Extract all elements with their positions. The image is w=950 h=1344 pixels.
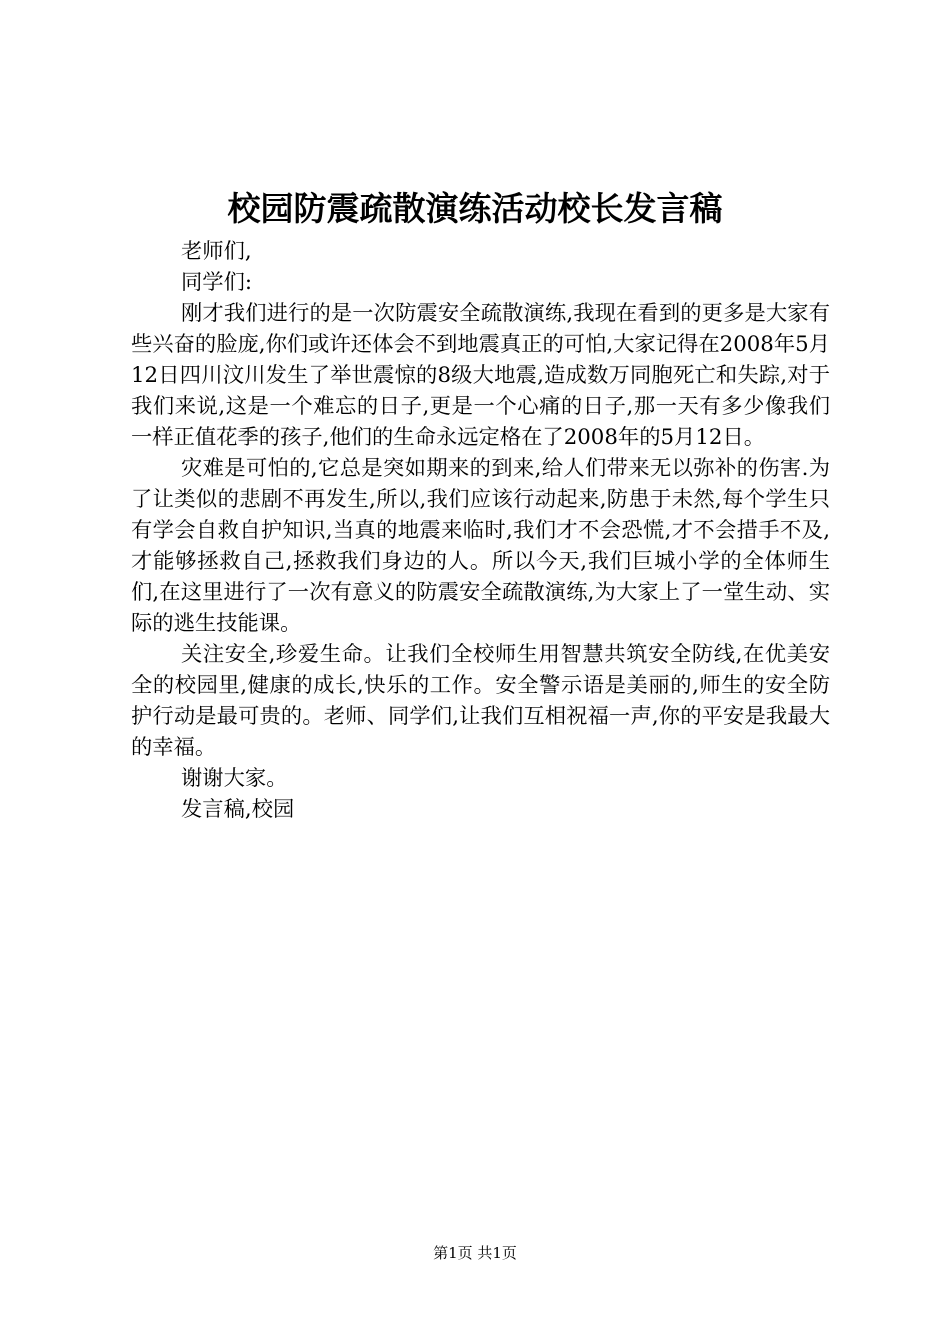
salutation-students: 同学们: [181,270,253,295]
page-number-footer: 第1页 共1页 [433,1244,517,1262]
salutation-teachers: 老师们, [181,239,252,264]
body-paragraph-3: 关注安全,珍爱生命。让我们全校师生用智慧共筑安全防线,在优美安全的校园里,健康的成长,快乐的工作。安全警示语是美丽的,师生的安全防护行动是最可贵的。老师、同学们,让我们互相祝福一声,你的平安是我最大的幸福。 [131,642,830,760]
document-body [131,236,830,825]
body-paragraph-1: 刚才我们进行的是一次防震安全疏散演练,我现在看到的更多是大家有些兴奋的脸庞,你们或许还体会不到地震真正的可怕,大家记得在2008年5月12日四川汶川发生了举世震惊的8级大地震,造成数万同胞死亡和失踪,对于我们来说,这是一个难忘的日子,更是一个心痛的日子,那一天有多少像我们一样正值花季的孩子,他们的生命永远定格在了2008年的5月12日。 [131,301,830,450]
closing-thanks: 谢谢大家。 [181,766,288,791]
document-title: 校园防震疏散演练活动校长发言稿 [227,189,723,228]
keywords-line: 发言稿,校园 [181,797,295,822]
body-paragraph-2: 灾难是可怕的,它总是突如期来的到来,给人们带来无以弥补的伤害.为了让类似的悲剧不再发生,所以,我们应该行动起来,防患于未然,每个学生只有学会自救自护知识,当真的地震来临时,我们才不会恐慌,才不会措手不及,才能够拯救自己,拯救我们身边的人。所以今天,我们巨城小学的全体师生们,在这里进行了一次有意义的防震安全疏散演练,为大家上了一堂生动、实际的逃生技能课。 [131,456,830,636]
